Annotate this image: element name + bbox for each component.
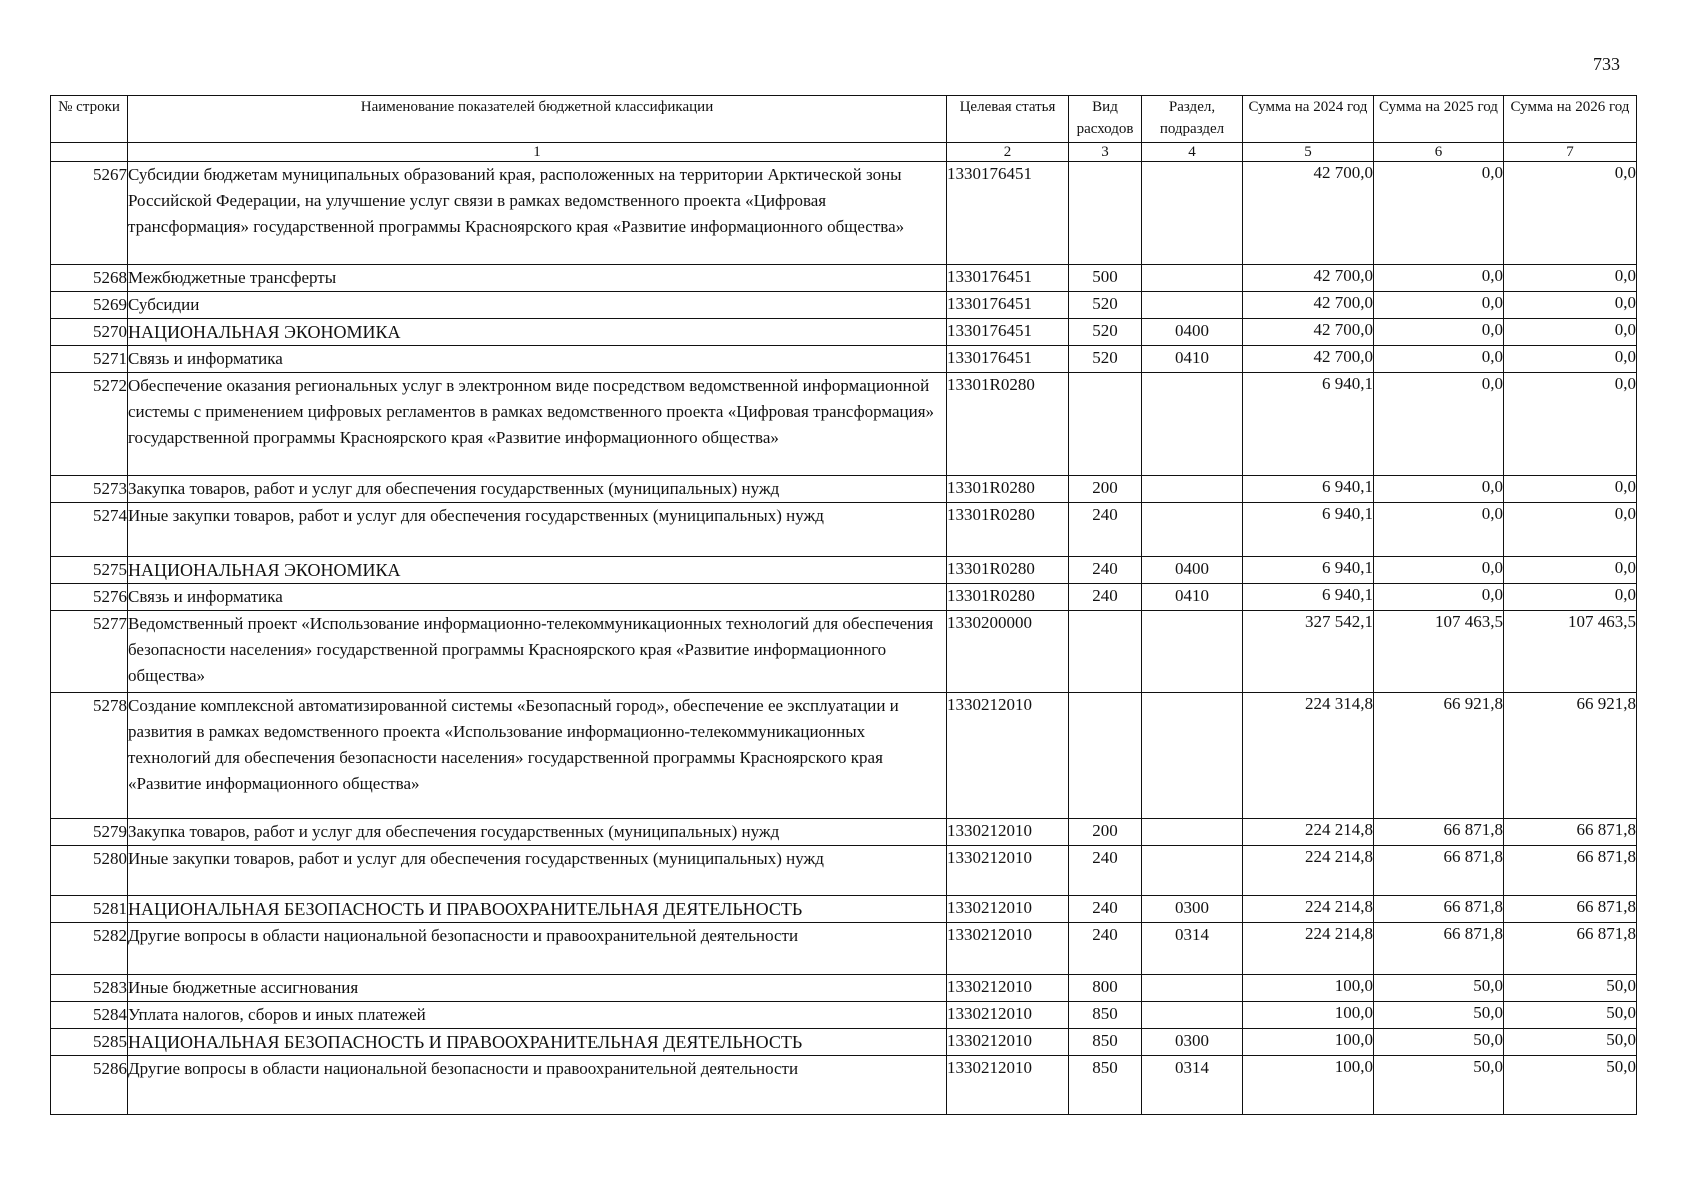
row-target-code: 1330176451	[947, 265, 1069, 292]
row-number: 5268	[51, 265, 128, 292]
row-sum-2026: 0,0	[1504, 292, 1637, 319]
row-sum-2024: 224 214,8	[1243, 846, 1374, 896]
header-name: Наименование показателей бюджетной классификации	[128, 96, 947, 143]
row-expense-type: 850	[1069, 1029, 1142, 1056]
header-row-no: № строки	[51, 96, 128, 143]
row-name: Субсидии бюджетам муниципальных образований края, расположенных на территории Арктической зоны Российской Федерации, на улучшение услуг связи в рамках ведомственного проекта «Цифровая трансформация» государственной программы Красноярского края «Развитие информационного общества»	[128, 162, 947, 265]
row-expense-type: 240	[1069, 557, 1142, 584]
row-sum-2024: 42 700,0	[1243, 292, 1374, 319]
row-sum-2024: 100,0	[1243, 975, 1374, 1002]
row-expense-type: 520	[1069, 292, 1142, 319]
row-sum-2025: 66 871,8	[1374, 923, 1504, 975]
row-name: Субсидии	[128, 292, 947, 319]
row-sum-2024: 100,0	[1243, 1029, 1374, 1056]
row-sum-2024: 224 214,8	[1243, 896, 1374, 923]
table-row	[51, 346, 1637, 373]
row-target-code: 1330200000	[947, 611, 1069, 693]
row-sum-2025: 0,0	[1374, 373, 1504, 476]
row-number: 5284	[51, 1002, 128, 1029]
row-name: Связь и информатика	[128, 584, 947, 611]
row-section: 0410	[1142, 584, 1243, 611]
row-sum-2024: 100,0	[1243, 1056, 1374, 1115]
row-target-code: 1330212010	[947, 975, 1069, 1002]
row-sum-2025: 66 871,8	[1374, 896, 1504, 923]
row-number: 5286	[51, 1056, 128, 1115]
row-sum-2025: 66 921,8	[1374, 693, 1504, 819]
row-expense-type	[1069, 162, 1142, 265]
row-sum-2026: 0,0	[1504, 373, 1637, 476]
table-row	[51, 923, 1637, 975]
row-sum-2025: 0,0	[1374, 319, 1504, 346]
column-number: 4	[1142, 143, 1243, 162]
row-expense-type: 200	[1069, 476, 1142, 503]
row-section	[1142, 503, 1243, 557]
row-section: 0400	[1142, 557, 1243, 584]
row-number: 5280	[51, 846, 128, 896]
row-section: 0410	[1142, 346, 1243, 373]
row-sum-2026: 50,0	[1504, 975, 1637, 1002]
row-section: 0400	[1142, 319, 1243, 346]
row-sum-2024: 42 700,0	[1243, 319, 1374, 346]
row-sum-2026: 0,0	[1504, 503, 1637, 557]
table-row	[51, 503, 1637, 557]
table-row	[51, 265, 1637, 292]
table-row	[51, 373, 1637, 476]
row-name: Связь и информатика	[128, 346, 947, 373]
column-number	[51, 143, 128, 162]
row-expense-type: 240	[1069, 846, 1142, 896]
row-expense-type: 240	[1069, 584, 1142, 611]
row-number: 5272	[51, 373, 128, 476]
row-sum-2026: 66 871,8	[1504, 896, 1637, 923]
column-number: 2	[947, 143, 1069, 162]
table-row	[51, 975, 1637, 1002]
row-number: 5279	[51, 819, 128, 846]
row-expense-type: 500	[1069, 265, 1142, 292]
row-expense-type: 520	[1069, 319, 1142, 346]
header-row	[51, 96, 1637, 143]
row-sum-2024: 42 700,0	[1243, 162, 1374, 265]
row-sum-2026: 66 871,8	[1504, 846, 1637, 896]
row-section: 0314	[1142, 923, 1243, 975]
row-sum-2024: 224 214,8	[1243, 819, 1374, 846]
row-number: 5269	[51, 292, 128, 319]
row-name: НАЦИОНАЛЬНАЯ ЭКОНОМИКА	[128, 557, 947, 584]
row-sum-2025: 0,0	[1374, 346, 1504, 373]
row-target-code: 1330176451	[947, 319, 1069, 346]
column-number: 6	[1374, 143, 1504, 162]
row-sum-2026: 66 871,8	[1504, 923, 1637, 975]
row-sum-2024: 42 700,0	[1243, 346, 1374, 373]
row-sum-2026: 107 463,5	[1504, 611, 1637, 693]
row-name: Закупка товаров, работ и услуг для обеспечения государственных (муниципальных) нужд	[128, 476, 947, 503]
header-target: Целевая статья	[947, 96, 1069, 143]
row-expense-type: 240	[1069, 923, 1142, 975]
row-sum-2026: 66 921,8	[1504, 693, 1637, 819]
row-section: 0300	[1142, 896, 1243, 923]
row-sum-2025: 0,0	[1374, 265, 1504, 292]
row-number: 5281	[51, 896, 128, 923]
row-sum-2024: 100,0	[1243, 1002, 1374, 1029]
row-target-code: 13301R0280	[947, 503, 1069, 557]
row-number: 5282	[51, 923, 128, 975]
row-expense-type: 520	[1069, 346, 1142, 373]
row-sum-2025: 0,0	[1374, 503, 1504, 557]
row-sum-2026: 0,0	[1504, 319, 1637, 346]
row-sum-2026: 66 871,8	[1504, 819, 1637, 846]
table-row	[51, 693, 1637, 819]
row-expense-type: 800	[1069, 975, 1142, 1002]
row-sum-2024: 6 940,1	[1243, 557, 1374, 584]
row-number: 5276	[51, 584, 128, 611]
row-target-code: 1330176451	[947, 292, 1069, 319]
table-row	[51, 1056, 1637, 1115]
row-target-code: 13301R0280	[947, 584, 1069, 611]
row-number: 5278	[51, 693, 128, 819]
row-target-code: 1330212010	[947, 896, 1069, 923]
row-sum-2025: 0,0	[1374, 584, 1504, 611]
row-sum-2026: 0,0	[1504, 162, 1637, 265]
row-number: 5270	[51, 319, 128, 346]
row-sum-2025: 50,0	[1374, 1002, 1504, 1029]
row-target-code: 13301R0280	[947, 476, 1069, 503]
row-sum-2025: 66 871,8	[1374, 819, 1504, 846]
row-sum-2025: 50,0	[1374, 975, 1504, 1002]
row-target-code: 1330212010	[947, 846, 1069, 896]
row-target-code: 1330176451	[947, 162, 1069, 265]
row-number: 5273	[51, 476, 128, 503]
row-name: Обеспечение оказания региональных услуг в электронном виде посредством ведомственной информационной системы с применением цифровых регламентов в рамках ведомственного проекта «Цифровая трансформация» государственной программы Красноярского края «Развитие информационного общества»	[128, 373, 947, 476]
row-sum-2026: 50,0	[1504, 1029, 1637, 1056]
row-name: Закупка товаров, работ и услуг для обеспечения государственных (муниципальных) нужд	[128, 819, 947, 846]
row-name: Другие вопросы в области национальной безопасности и правоохранительной деятельности	[128, 1056, 947, 1115]
row-sum-2024: 6 940,1	[1243, 476, 1374, 503]
row-expense-type: 200	[1069, 819, 1142, 846]
row-number: 5271	[51, 346, 128, 373]
table-row	[51, 819, 1637, 846]
header-section: Раздел, подраздел	[1142, 96, 1243, 143]
row-number: 5275	[51, 557, 128, 584]
row-sum-2024: 42 700,0	[1243, 265, 1374, 292]
row-section	[1142, 292, 1243, 319]
row-section	[1142, 611, 1243, 693]
row-sum-2024: 6 940,1	[1243, 503, 1374, 557]
row-sum-2025: 0,0	[1374, 292, 1504, 319]
row-sum-2025: 0,0	[1374, 476, 1504, 503]
row-target-code: 1330212010	[947, 693, 1069, 819]
row-name: Иные закупки товаров, работ и услуг для обеспечения государственных (муниципальных) нужд	[128, 846, 947, 896]
row-sum-2025: 50,0	[1374, 1056, 1504, 1115]
column-number: 1	[128, 143, 947, 162]
column-number: 3	[1069, 143, 1142, 162]
row-name: Иные бюджетные ассигнования	[128, 975, 947, 1002]
row-section	[1142, 819, 1243, 846]
row-section	[1142, 846, 1243, 896]
row-sum-2026: 50,0	[1504, 1056, 1637, 1115]
row-expense-type: 850	[1069, 1056, 1142, 1115]
row-name: Межбюджетные трансферты	[128, 265, 947, 292]
row-expense-type: 240	[1069, 896, 1142, 923]
row-sum-2026: 0,0	[1504, 557, 1637, 584]
row-sum-2026: 0,0	[1504, 584, 1637, 611]
row-expense-type	[1069, 693, 1142, 819]
row-name: Уплата налогов, сборов и иных платежей	[128, 1002, 947, 1029]
table-row	[51, 292, 1637, 319]
row-sum-2026: 50,0	[1504, 1002, 1637, 1029]
row-number: 5277	[51, 611, 128, 693]
table-row	[51, 476, 1637, 503]
table-row	[51, 1002, 1637, 1029]
table-row	[51, 557, 1637, 584]
row-sum-2025: 0,0	[1374, 162, 1504, 265]
row-name: Создание комплексной автоматизированной системы «Безопасный город», обеспечение ее эксплуатации и развития в рамках ведомственного проекта «Использование информационно-телекоммуникационных технологий для обеспечения безопасности населения» государственной программы Красноярского края «Развитие информационного общества»	[128, 693, 947, 819]
table-row	[51, 584, 1637, 611]
row-number: 5283	[51, 975, 128, 1002]
column-number-row	[51, 143, 1637, 162]
budget-table	[50, 95, 1637, 1115]
table-row	[51, 162, 1637, 265]
row-section: 0300	[1142, 1029, 1243, 1056]
row-sum-2025: 0,0	[1374, 557, 1504, 584]
table-row	[51, 846, 1637, 896]
row-sum-2025: 107 463,5	[1374, 611, 1504, 693]
row-sum-2024: 224 214,8	[1243, 923, 1374, 975]
row-name: НАЦИОНАЛЬНАЯ БЕЗОПАСНОСТЬ И ПРАВООХРАНИТЕЛЬНАЯ ДЕЯТЕЛЬНОСТЬ	[128, 1029, 947, 1056]
row-section	[1142, 1002, 1243, 1029]
row-target-code: 1330212010	[947, 1029, 1069, 1056]
row-target-code: 1330212010	[947, 819, 1069, 846]
row-expense-type	[1069, 611, 1142, 693]
row-sum-2024: 6 940,1	[1243, 584, 1374, 611]
row-name: Иные закупки товаров, работ и услуг для обеспечения государственных (муниципальных) нужд	[128, 503, 947, 557]
row-sum-2026: 0,0	[1504, 346, 1637, 373]
row-sum-2024: 327 542,1	[1243, 611, 1374, 693]
row-section	[1142, 975, 1243, 1002]
row-target-code: 13301R0280	[947, 557, 1069, 584]
row-target-code: 1330212010	[947, 923, 1069, 975]
row-section	[1142, 373, 1243, 476]
row-name: НАЦИОНАЛЬНАЯ ЭКОНОМИКА	[128, 319, 947, 346]
table-row	[51, 611, 1637, 693]
row-expense-type	[1069, 373, 1142, 476]
row-number: 5267	[51, 162, 128, 265]
header-sum-2024: Сумма на 2024 год	[1243, 96, 1374, 143]
header-sum-2025: Сумма на 2025 год	[1374, 96, 1504, 143]
table-row	[51, 896, 1637, 923]
row-name: Другие вопросы в области национальной безопасности и правоохранительной деятельности	[128, 923, 947, 975]
row-section	[1142, 476, 1243, 503]
header-type: Вид расходов	[1069, 96, 1142, 143]
column-number: 7	[1504, 143, 1637, 162]
row-number: 5274	[51, 503, 128, 557]
row-name: НАЦИОНАЛЬНАЯ БЕЗОПАСНОСТЬ И ПРАВООХРАНИТЕЛЬНАЯ ДЕЯТЕЛЬНОСТЬ	[128, 896, 947, 923]
row-section: 0314	[1142, 1056, 1243, 1115]
page-number: 733	[1593, 54, 1620, 74]
row-name: Ведомственный проект «Использование информационно-телекоммуникационных технологий для обеспечения безопасности населения» государственной программы Красноярского края «Развитие информационного общества»	[128, 611, 947, 693]
row-target-code: 1330212010	[947, 1002, 1069, 1029]
table-row	[51, 1029, 1637, 1056]
row-sum-2026: 0,0	[1504, 476, 1637, 503]
row-sum-2024: 224 314,8	[1243, 693, 1374, 819]
row-expense-type: 850	[1069, 1002, 1142, 1029]
table-row	[51, 319, 1637, 346]
row-target-code: 1330212010	[947, 1056, 1069, 1115]
column-number: 5	[1243, 143, 1374, 162]
row-target-code: 13301R0280	[947, 373, 1069, 476]
row-number: 5285	[51, 1029, 128, 1056]
row-target-code: 1330176451	[947, 346, 1069, 373]
row-expense-type: 240	[1069, 503, 1142, 557]
row-sum-2025: 66 871,8	[1374, 846, 1504, 896]
row-sum-2024: 6 940,1	[1243, 373, 1374, 476]
row-sum-2026: 0,0	[1504, 265, 1637, 292]
header-sum-2026: Сумма на 2026 год	[1504, 96, 1637, 143]
row-sum-2025: 50,0	[1374, 1029, 1504, 1056]
row-section	[1142, 693, 1243, 819]
row-section	[1142, 265, 1243, 292]
row-section	[1142, 162, 1243, 265]
